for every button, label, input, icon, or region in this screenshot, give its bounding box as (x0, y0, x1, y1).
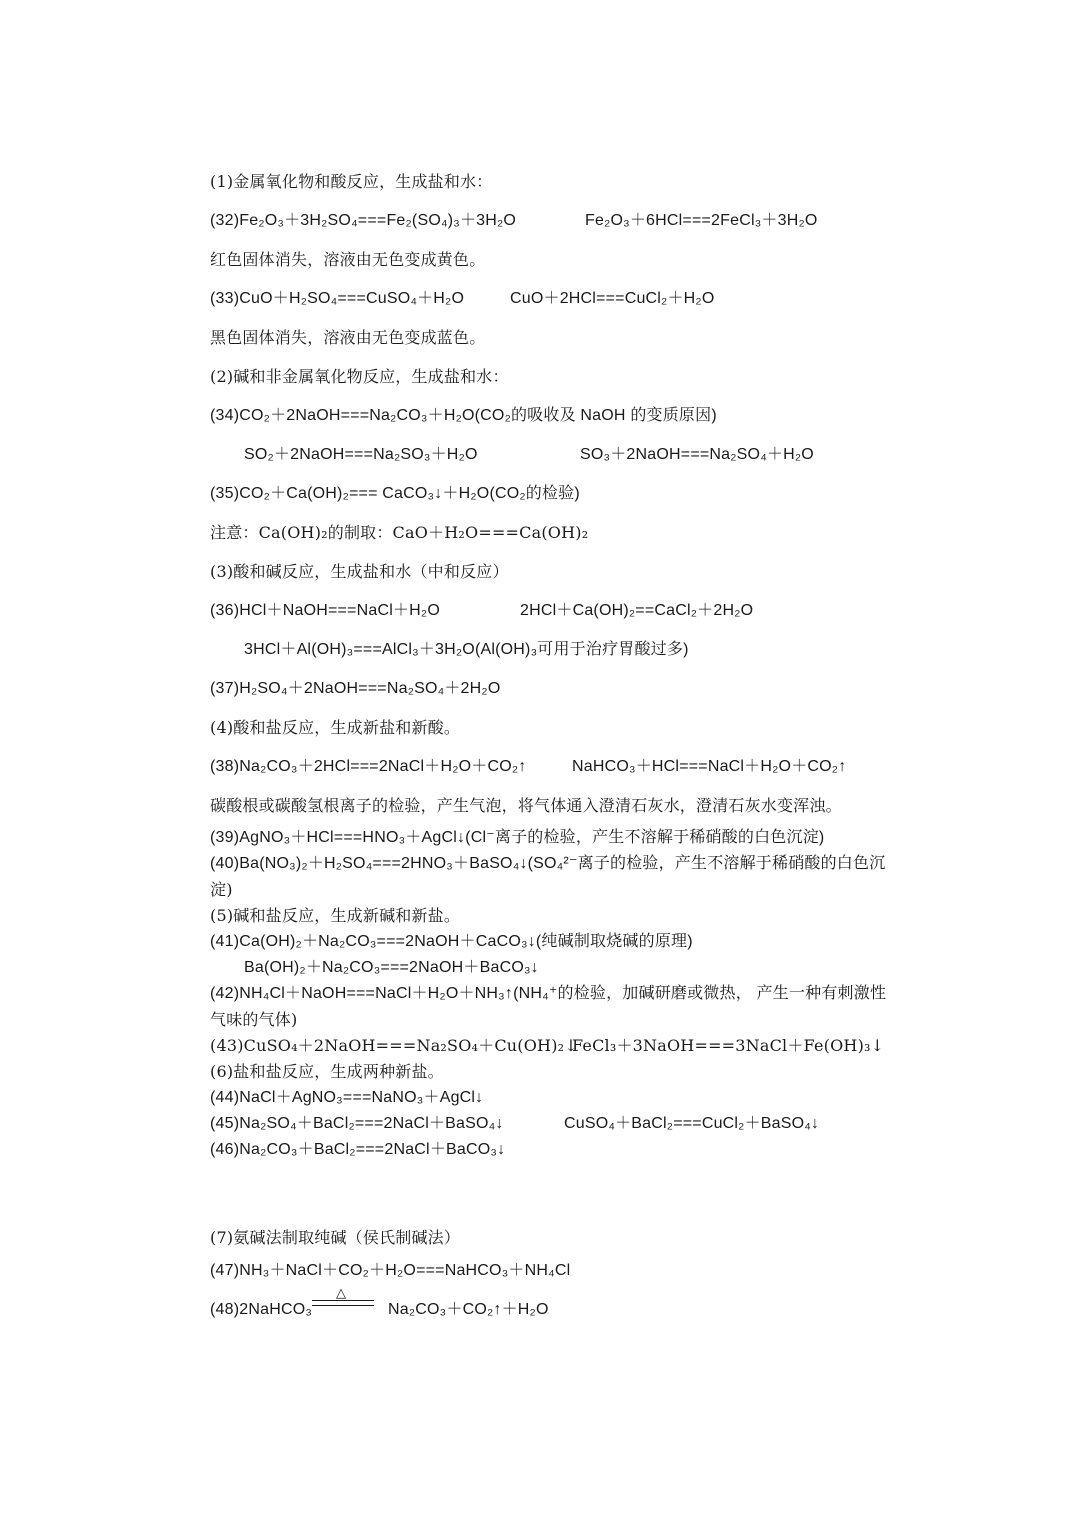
equation-41a: (41)Ca(OH)₂＋Na₂CO₃===2NaOH＋CaCO₃↓(纯碱制取烧碱的原理) (210, 933, 693, 950)
equation-36c: 3HCl＋Al(OH)₃===AlCl₃＋3H₂O(Al(OH)₃可用于治疗胃酸过多) (244, 641, 689, 658)
equation-32a: (32)Fe₂O₃＋3H₂SO₄===Fe₂(SO₄)₃＋3H₂O (210, 212, 517, 229)
equation-48-products: Na₂CO₃＋CO₂↑＋H₂O (388, 1301, 549, 1318)
equation-47: (47)NH₃＋NaCl＋CO₂＋H₂O===NaHCO₃＋NH₄Cl (210, 1262, 571, 1279)
equation-40: (40)Ba(NO₃)₂＋H₂SO₄===2HNO₃＋BaSO₄↓(SO₄²⁻离子的检验，产生不溶解于稀硝酸的白色沉 (210, 855, 886, 872)
equation-37: (37)H₂SO₄＋2NaOH===Na₂SO₄＋2H₂O (210, 680, 501, 697)
equation-42-continued: 气味的气体) (210, 1010, 298, 1029)
equation-38a: (38)Na₂CO₃＋2HCl===2NaCl＋H₂O＋CO₂↑ (210, 758, 527, 775)
equation-35: (35)CO₂＋Ca(OH)₂=== CaCO₃↓＋H₂O(CO₂的检验) (210, 485, 580, 502)
equation-41b: Ba(OH)₂＋Na₂CO₃===2NaOH＋BaCO₃↓ (244, 959, 539, 976)
equals-bar-top (312, 1300, 374, 1301)
equation-38b: NaHCO₃＋HCl===NaCl＋H₂O＋CO₂↑ (572, 758, 847, 775)
delta-icon: △ (336, 1286, 346, 1301)
equation-36a: (36)HCl＋NaOH===NaCl＋H₂O (210, 602, 440, 619)
equation-33a: (33)CuO＋H₂SO₄===CuSO₄＋H₂O (210, 290, 465, 307)
equals-bar-bottom (312, 1305, 374, 1306)
equation-33b: CuO＋2HCl===CuCl₂＋H₂O (510, 290, 715, 307)
section-heading-3: (3)酸和碱反应，生成盐和水（中和反应） (210, 562, 509, 581)
equation-45b: CuSO₄＋BaCl₂===CuCl₂＋BaSO₄↓ (564, 1115, 820, 1132)
equation-44: (44)NaCl＋AgNO₃===NaNO₃＋AgCl↓ (210, 1089, 484, 1106)
equation-45a: (45)Na₂SO₄＋BaCl₂===2NaCl＋BaSO₄↓ (210, 1115, 504, 1132)
section-heading-1: (1)金属氧化物和酸反应，生成盐和水： (210, 172, 493, 191)
section-heading-5: (5)碱和盐反应，生成新碱和新盐。 (210, 906, 461, 925)
equation-36b: 2HCl＋Ca(OH)₂==CaCl₂＋2H₂O (520, 602, 754, 619)
equation-34c: SO₃＋2NaOH===Na₂SO₄＋H₂O (580, 446, 814, 463)
equation-46: (46)Na₂CO₃＋BaCl₂===2NaCl＋BaCO₃↓ (210, 1141, 506, 1158)
section-heading-7: (7)氨碱法制取纯碱（侯氏制碱法） (210, 1228, 461, 1247)
equation-40-continued: 淀) (210, 880, 233, 899)
equation-43a: (43)CuSO₄＋2NaOH===Na₂SO₄＋Cu(OH)₂↓ (210, 1036, 578, 1055)
observation-text: 红色固体消失，溶液由无色变成黄色。 (210, 250, 486, 269)
note-text: 注意：Ca(OH)₂的制取：CaO＋H₂O===Ca(OH)₂ (210, 523, 589, 542)
equation-48-reactant: (48)2NaHCO₃ (210, 1301, 313, 1318)
equation-34b: SO₂＋2NaOH===Na₂SO₃＋H₂O (244, 446, 478, 463)
heat-condition-sign (312, 1288, 374, 1312)
section-heading-6: (6)盐和盐反应，生成两种新盐。 (210, 1062, 444, 1081)
section-heading-4: (4)酸和盐反应，生成新盐和新酸。 (210, 718, 461, 737)
equation-39: (39)AgNO₃＋HCl===HNO₃＋AgCl↓(Cl⁻离子的检验，产生不溶解于稀硝酸的白色沉淀) (210, 829, 825, 846)
observation-text: 碳酸根或碳酸氢根离子的检验，产生气泡，将气体通入澄清石灰水，澄清石灰水变浑浊。 (210, 796, 842, 815)
section-heading-2: (2)碱和非金属氧化物反应，生成盐和水： (210, 367, 509, 386)
equation-32b: Fe₂O₃＋6HCl===2FeCl₃＋3H₂O (585, 212, 818, 229)
equation-34: (34)CO₂＋2NaOH===Na₂CO₃＋H₂O(CO₂的吸收及 NaOH 的变质原因) (210, 407, 717, 424)
observation-text: 黑色固体消失，溶液由无色变成蓝色。 (210, 328, 486, 347)
equation-42: (42)NH₄Cl＋NaOH===NaCl＋H₂O＋NH₃↑(NH₄⁺的检验，加碱研磨或微热， 产生一种有刺激性 (210, 985, 887, 1002)
equation-43b: FeCl₃＋3NaOH===3NaCl＋Fe(OH)₃↓ (572, 1036, 885, 1055)
